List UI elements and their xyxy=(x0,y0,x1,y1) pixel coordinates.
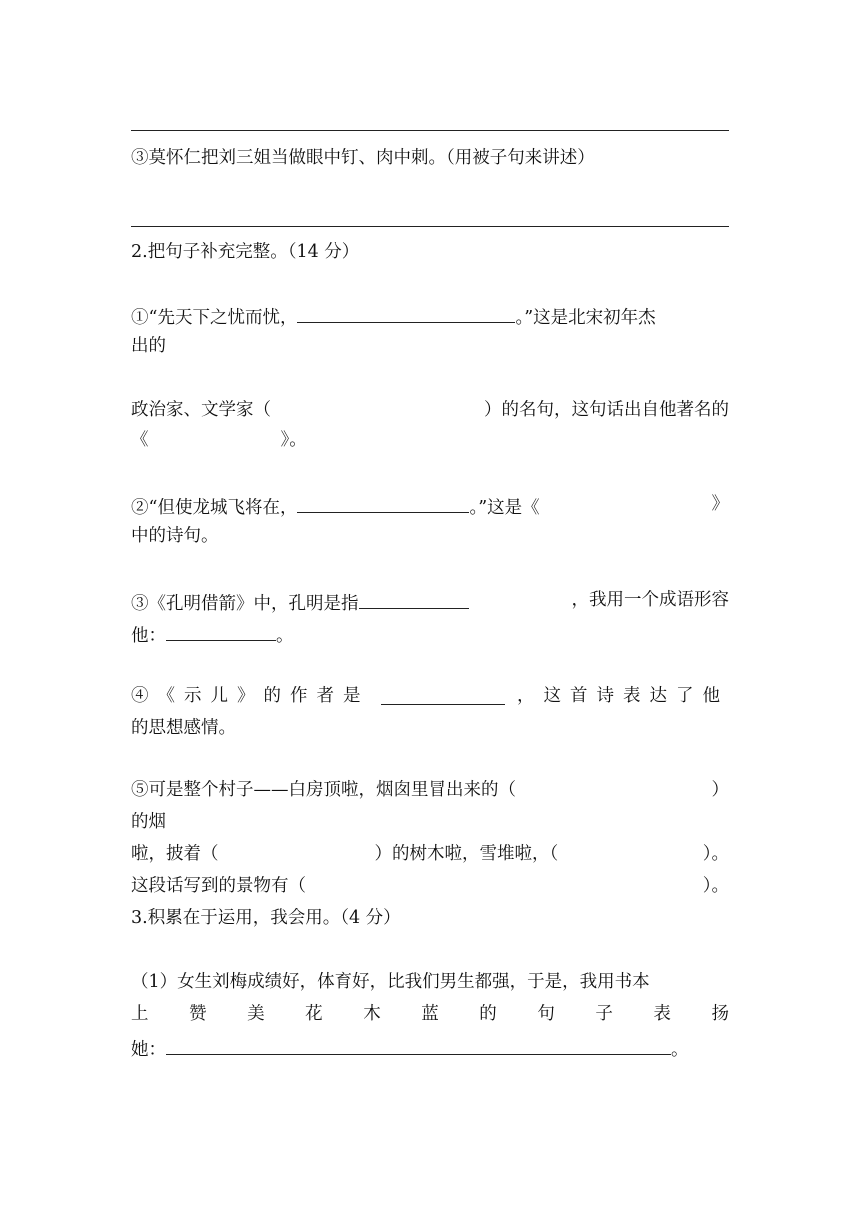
spread-char: 赞 xyxy=(189,1004,207,1024)
q2-line-2: 中的诗句。 xyxy=(131,526,219,546)
q2-line-1: ②“但使龙城飞将在， 。”这是《 》 xyxy=(131,494,729,518)
q4-line-1: ④《示儿》的作者是 ，这首诗表达了他 xyxy=(131,686,729,706)
spread-char: 美 xyxy=(247,1004,265,1024)
spread-char: 表 xyxy=(653,1004,671,1024)
spread-char: 子 xyxy=(595,1004,613,1024)
q1-line-2: 出的 xyxy=(131,336,166,356)
q1-blank-1[interactable] xyxy=(297,302,515,323)
spread-char: 花 xyxy=(305,1004,323,1024)
s3-q1-line-1: （1）女生刘梅成绩好，体育好，比我们男生都强，于是，我用书本 xyxy=(131,972,650,992)
q1-line-4: 《 》。 xyxy=(131,430,307,450)
s3-q1-line-2 xyxy=(131,1002,729,1026)
s3-q1-line-3: 她： 。 xyxy=(131,1034,729,1062)
q4-line-2: 的思想感情。 xyxy=(131,718,236,738)
answer-line[interactable] xyxy=(131,226,729,227)
q3-line-1: ③《孔明借箭》中，孔明是指 ，我用一个成语形容 xyxy=(131,590,729,614)
q1-line-3: 政治家、文学家（ ）的名句，这句话出自他著名的 xyxy=(131,400,729,420)
q2-blank-1[interactable] xyxy=(297,492,469,513)
spread-char: 上 xyxy=(131,1004,149,1024)
q5-line-1: ⑤可是整个村子——白房顶啦，烟囱里冒出来的（ ） xyxy=(131,780,729,800)
answer-line[interactable] xyxy=(131,130,729,131)
q3-blank-1[interactable] xyxy=(359,588,469,609)
spread-char: 句 xyxy=(537,1004,555,1024)
spread-char: 木 xyxy=(363,1004,381,1024)
spread-char: 的 xyxy=(479,1004,497,1024)
q4-blank-1[interactable] xyxy=(381,684,505,705)
section-3-title: 3.积累在于运用，我会用。（4 分） xyxy=(131,908,401,928)
q3-line-2: 他： 。 xyxy=(131,620,729,648)
spread-char: 蓝 xyxy=(421,1004,439,1024)
section-2-title: 2.把句子补充完整。（14 分） xyxy=(131,242,360,262)
q5-line-4: 这段话写到的景物有（ ）。 xyxy=(131,876,729,896)
question-3-rewrite: ③莫怀仁把刘三姐当做眼中钉、肉中刺。（用被子句来讲述） xyxy=(131,148,595,168)
q5-line-3: 啦，披着（ ）的树木啦，雪堆啦，（ ）。 xyxy=(131,844,729,864)
spread-char: 扬 xyxy=(711,1004,729,1024)
s3-q1-blank[interactable] xyxy=(166,1034,671,1055)
q3-blank-2[interactable] xyxy=(166,620,276,641)
q1-line-1: ①“先天下之忧而忧， 。”这是北宋初年杰 xyxy=(131,302,729,330)
q5-line-2: 的烟 xyxy=(131,812,166,832)
